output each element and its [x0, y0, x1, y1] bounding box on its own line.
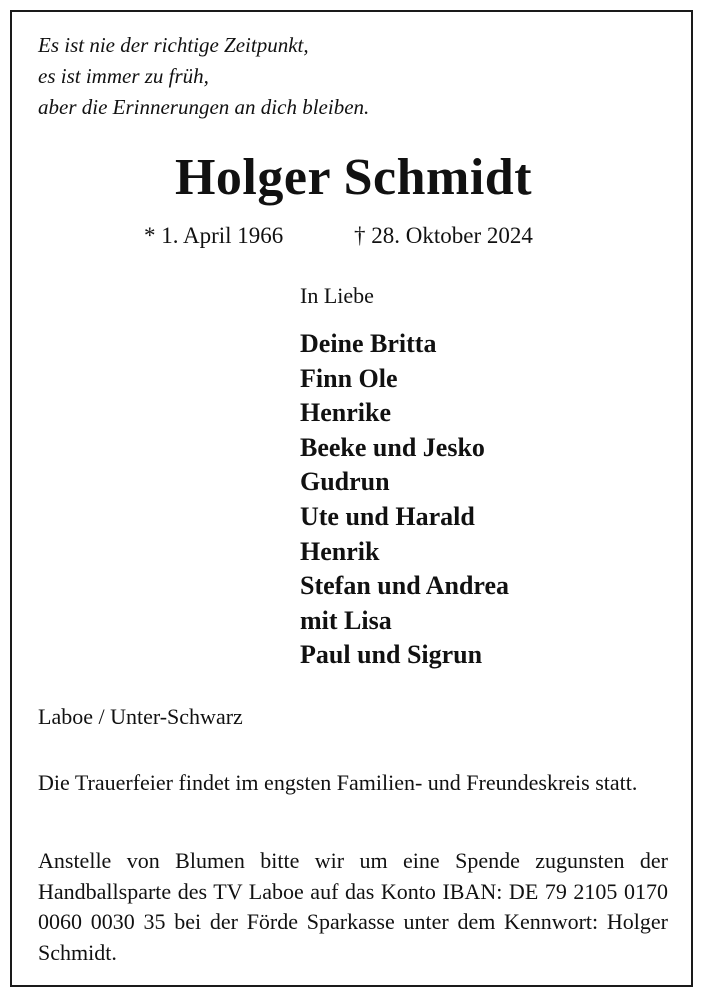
funeral-notice: Die Trauerfeier findet im engsten Familien- und Freundeskreis statt. — [38, 770, 638, 795]
deceased-name: Holger Schmidt — [174, 149, 533, 206]
mourner-name: Henrik — [300, 536, 380, 566]
memorial-quote — [38, 30, 369, 123]
quote-line: Es ist nie der richtige Zeitpunkt, — [38, 33, 309, 57]
birth-date: * 1. April 1966 — [144, 223, 284, 248]
quote-line: es ist immer zu früh, — [38, 64, 209, 88]
mourners-intro: In Liebe — [300, 283, 374, 308]
mourner-name: Stefan und Andrea — [300, 571, 510, 601]
quote-line: aber die Erinnerungen an dich bleiben. — [38, 95, 370, 119]
mourners-list — [300, 327, 509, 673]
mourner-name: Henrike — [300, 398, 391, 428]
mourner-name: Ute und Harald — [300, 501, 475, 531]
donation-notice: Anstelle von Blumen bitte wir um eine Spende zugunsten der Handballsparte des TV Laboe auf das Konto IBAN: DE 79 2105 0170 0060 0030 35 bei der Förde Sparkasse unter dem Kennwort: Holger Schmidt. — [38, 848, 668, 965]
mourner-name: Paul und Sigrun — [300, 640, 483, 670]
mourner-name: Finn Ole — [300, 363, 398, 393]
mourner-name: Gudrun — [300, 467, 390, 497]
place-of-residence: Laboe / Unter-Schwarz — [38, 704, 243, 729]
mourner-name: Beeke und Jesko — [300, 432, 485, 462]
death-date: † 28. Oktober 2024 — [354, 223, 533, 248]
mourner-name: Deine Britta — [300, 329, 437, 358]
mourner-name: mit Lisa — [300, 605, 392, 635]
